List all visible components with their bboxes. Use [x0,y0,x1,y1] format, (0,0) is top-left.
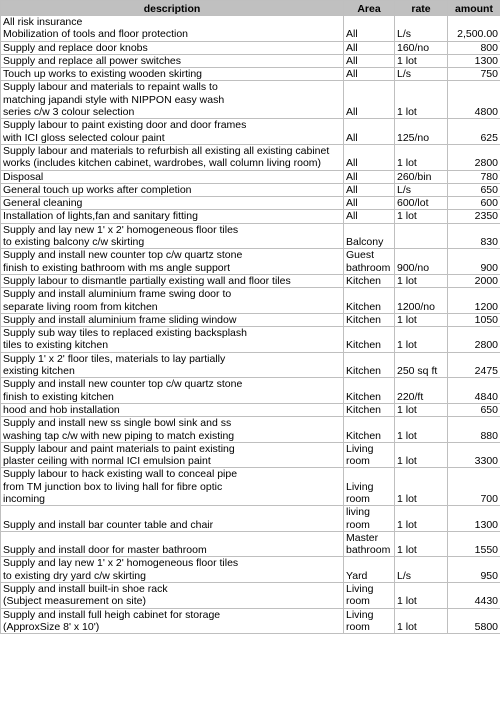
amount-cell: 780 [448,170,500,183]
description-cell [1,223,344,249]
area-line: Living [346,583,374,596]
rate-cell: L/s [395,183,448,196]
rate-cell: 1 lot [395,81,448,119]
area-cell [344,144,395,170]
table-row [1,41,500,54]
area-cell [344,274,395,287]
area-cell [344,288,395,314]
amount-cell: 1300 [448,54,500,67]
area-line: room [346,620,370,633]
area-cell [344,583,395,609]
area-line: All [346,197,358,210]
rate-cell: 1200/no [395,288,448,314]
description-cell [1,81,344,119]
area-line: room [346,595,370,608]
description-cell [1,144,344,170]
description-cell [1,608,344,634]
description-line: existing kitchen [3,365,75,378]
rate-cell: 160/no [395,41,448,54]
amount-cell: 950 [448,557,500,583]
area-cell [344,531,395,557]
amount-cell: 650 [448,183,500,196]
description-cell [1,183,344,196]
description-line: hood and hob installation [3,403,120,416]
rate-cell: 1 lot [395,468,448,506]
description-cell [1,468,344,506]
area-line: Kitchen [346,274,382,287]
area-line: All [346,106,358,119]
description-cell [1,210,344,223]
area-cell [344,468,395,506]
area-cell [344,417,395,443]
area-cell [344,378,395,404]
header-row [1,1,500,16]
area-line: All [346,170,358,183]
amount-cell: 2,500.00 [448,16,500,42]
description-line: washing tap c/w with new piping to match existing [3,429,235,442]
table-row [1,468,500,506]
table-row [1,197,500,210]
table-row [1,54,500,67]
header-rate: rate [395,1,448,16]
description-line: Mobilization of tools and floor protection [3,28,189,41]
rate-cell: 900/no [395,249,448,275]
area-line: bathroom [346,544,391,557]
description-line: Supply labour and paint materials to paint existing [3,442,235,455]
table-row [1,68,500,81]
table-row [1,313,500,326]
description-cell [1,197,344,210]
description-cell [1,249,344,275]
description-line: Supply and install new counter top c/w quartz stone [3,378,243,391]
area-line: Living [346,608,374,621]
area-cell [344,170,395,183]
description-line: Supply and install door for master bathroom [3,544,207,557]
description-line: Supply and lay new 1' x 2' homogeneous floor tiles [3,557,239,570]
area-line: Yard [346,569,368,582]
amount-cell: 2000 [448,274,500,287]
area-cell [344,608,395,634]
area-line: Guest [346,249,375,262]
area-cell [344,210,395,223]
amount-cell: 700 [448,468,500,506]
description-line: to existing balcony c/w skirting [3,236,145,249]
table-row [1,352,500,378]
description-cell [1,16,344,42]
description-line: (ApproxSize 8' x 10') [3,620,100,633]
area-cell [344,54,395,67]
description-line: Supply and install aluminium frame sliding window [3,313,237,326]
area-cell [344,442,395,468]
table-row [1,327,500,353]
amount-cell: 650 [448,403,500,416]
rate-cell: 250 sq ft [395,352,448,378]
description-cell [1,352,344,378]
description-line: Supply and install aluminium frame swing door to [3,288,232,301]
area-line: Kitchen [346,403,382,416]
amount-cell: 1200 [448,288,500,314]
description-line: from TM junction box to living hall for fibre optic [3,480,223,493]
description-line: Supply and install full heigh cabinet for storage [3,608,221,621]
description-line: Touch up works to existing wooden skirting [3,68,203,81]
description-cell [1,531,344,557]
table-row [1,506,500,532]
description-line: Supply labour and materials to refurbish all existing all existing cabinet [3,144,330,157]
amount-cell: 4430 [448,583,500,609]
area-cell [344,403,395,416]
description-line: Supply and lay new 1' x 2' homogeneous floor tiles [3,223,239,236]
area-line: All [346,157,358,170]
table-row [1,210,500,223]
amount-cell: 1300 [448,506,500,532]
area-cell [344,313,395,326]
description-line: works (includes kitchen cabinet, wardrobes, wall column living room) [3,157,322,170]
description-line: separate living room from kitchen [3,300,158,313]
rate-cell: 1 lot [395,54,448,67]
description-line: Supply and replace door knobs [3,41,148,54]
amount-cell: 3300 [448,442,500,468]
amount-cell: 2800 [448,327,500,353]
amount-cell: 2475 [448,352,500,378]
description-cell [1,417,344,443]
rate-cell: 220/ft [395,378,448,404]
area-cell [344,119,395,145]
area-cell [344,81,395,119]
area-line: room [346,492,370,505]
rate-cell: 1 lot [395,442,448,468]
amount-cell: 625 [448,119,500,145]
amount-cell: 800 [448,41,500,54]
description-line: Supply and replace all power switches [3,54,182,67]
rate-cell: 1 lot [395,531,448,557]
table-row [1,144,500,170]
rate-cell: 1 lot [395,417,448,443]
description-line: plaster ceiling with normal ICI emulsion paint [3,455,211,468]
area-line: All [346,210,358,223]
description-cell [1,288,344,314]
amount-cell: 5800 [448,608,500,634]
description-cell [1,583,344,609]
area-line: Kitchen [346,390,382,403]
table-row [1,608,500,634]
rate-cell: L/s [395,16,448,42]
rate-cell: 1 lot [395,313,448,326]
rate-cell: 1 lot [395,608,448,634]
amount-cell: 4800 [448,81,500,119]
table-row [1,183,500,196]
description-line: Supply 1' x 2' floor tiles, materials to lay partially [3,352,226,365]
area-cell [344,41,395,54]
table-row [1,223,500,249]
amount-cell: 900 [448,249,500,275]
area-cell [344,183,395,196]
description-line: finish to existing bathroom with ms angle support [3,261,231,274]
area-line: room [346,518,370,531]
area-line: All [346,68,358,81]
description-line: (Subject measurement on site) [3,595,146,608]
description-line: matching japandi style with NIPPON easy wash [3,93,225,106]
description-line: Supply and install bar counter table and chair [3,518,214,531]
area-line: All [346,183,358,196]
table-row [1,403,500,416]
description-cell [1,442,344,468]
area-line: Kitchen [346,429,382,442]
area-line: Master [346,531,379,544]
description-line: Supply sub way tiles to replaced existing backsplash [3,327,247,340]
description-cell [1,119,344,145]
area-line: All [346,28,358,41]
amount-cell: 1050 [448,313,500,326]
description-cell [1,274,344,287]
rate-cell: 1 lot [395,327,448,353]
description-cell [1,170,344,183]
area-cell [344,327,395,353]
table-row [1,417,500,443]
area-line: Kitchen [346,300,382,313]
rate-cell: 1 lot [395,583,448,609]
table-body [1,16,500,634]
rate-cell [395,223,448,249]
table-row [1,119,500,145]
area-cell [344,223,395,249]
rate-cell: 600/lot [395,197,448,210]
rate-cell: 1 lot [395,403,448,416]
description-line: tiles to existing kitchen [3,339,109,352]
rate-cell: 1 lot [395,144,448,170]
description-cell [1,327,344,353]
description-line: Supply and install built-in shoe rack [3,583,168,596]
table-row [1,442,500,468]
description-line: incoming [3,492,46,505]
area-cell [344,352,395,378]
table-row [1,81,500,119]
table-row [1,170,500,183]
amount-cell: 2800 [448,144,500,170]
table-row [1,583,500,609]
rate-cell: 1 lot [395,274,448,287]
amount-cell: 2350 [448,210,500,223]
table-row [1,274,500,287]
rate-cell: 125/no [395,119,448,145]
amount-cell: 1550 [448,531,500,557]
area-line: All [346,54,358,67]
area-cell [344,506,395,532]
table-row [1,557,500,583]
amount-cell: 830 [448,223,500,249]
amount-cell: 600 [448,197,500,210]
description-cell [1,41,344,54]
description-line: finish to existing kitchen [3,390,114,403]
rate-cell: 1 lot [395,506,448,532]
description-line: Disposal [3,170,44,183]
table-row [1,531,500,557]
area-line: All [346,131,358,144]
description-line: Supply labour to paint existing door and door frames [3,119,247,132]
table-row [1,16,500,42]
description-cell [1,557,344,583]
rate-cell: 1 lot [395,210,448,223]
description-line: to existing dry yard c/w skirting [3,569,146,582]
area-line: room [346,455,370,468]
rate-cell: L/s [395,557,448,583]
rate-cell: 260/bin [395,170,448,183]
description-line: General cleaning [3,197,83,210]
table-row [1,288,500,314]
header-area: Area [344,1,395,16]
description-line: Supply labour to hack existing wall to conceal pipe [3,468,238,481]
area-line: Kitchen [346,313,382,326]
rate-cell: L/s [395,68,448,81]
area-line: living [346,506,370,519]
description-line: Supply labour and materials to repaint walls to [3,81,218,94]
description-cell [1,403,344,416]
area-cell [344,197,395,210]
header-description: description [1,1,344,16]
header-amount: amount [448,1,500,16]
area-cell [344,16,395,42]
area-line: Kitchen [346,365,382,378]
description-cell [1,506,344,532]
area-line: All [346,41,358,54]
table-row [1,378,500,404]
description-cell [1,54,344,67]
area-cell [344,249,395,275]
area-line: Living [346,442,374,455]
amount-cell: 750 [448,68,500,81]
description-cell [1,68,344,81]
area-cell [344,557,395,583]
area-line: bathroom [346,261,391,274]
area-line: Kitchen [346,339,382,352]
description-line: All risk insurance [3,16,83,28]
amount-cell: 880 [448,417,500,443]
table-row [1,249,500,275]
description-line: General touch up works after completion [3,183,192,196]
description-cell [1,378,344,404]
amount-cell: 4840 [448,378,500,404]
area-line: Balcony [346,236,384,249]
area-cell [344,68,395,81]
description-line: with ICI gloss selected colour paint [3,131,165,144]
description-line: series c/w 3 colour selection [3,106,135,119]
description-line: Supply and install new counter top c/w quartz stone [3,249,243,262]
description-line: Supply and install new ss single bowl sink and ss [3,417,232,430]
description-line: Supply labour to dismantle partially existing wall and floor tiles [3,274,291,287]
description-line: Installation of lights,fan and sanitary fitting [3,210,198,223]
description-cell [1,313,344,326]
area-line: Living [346,480,374,493]
